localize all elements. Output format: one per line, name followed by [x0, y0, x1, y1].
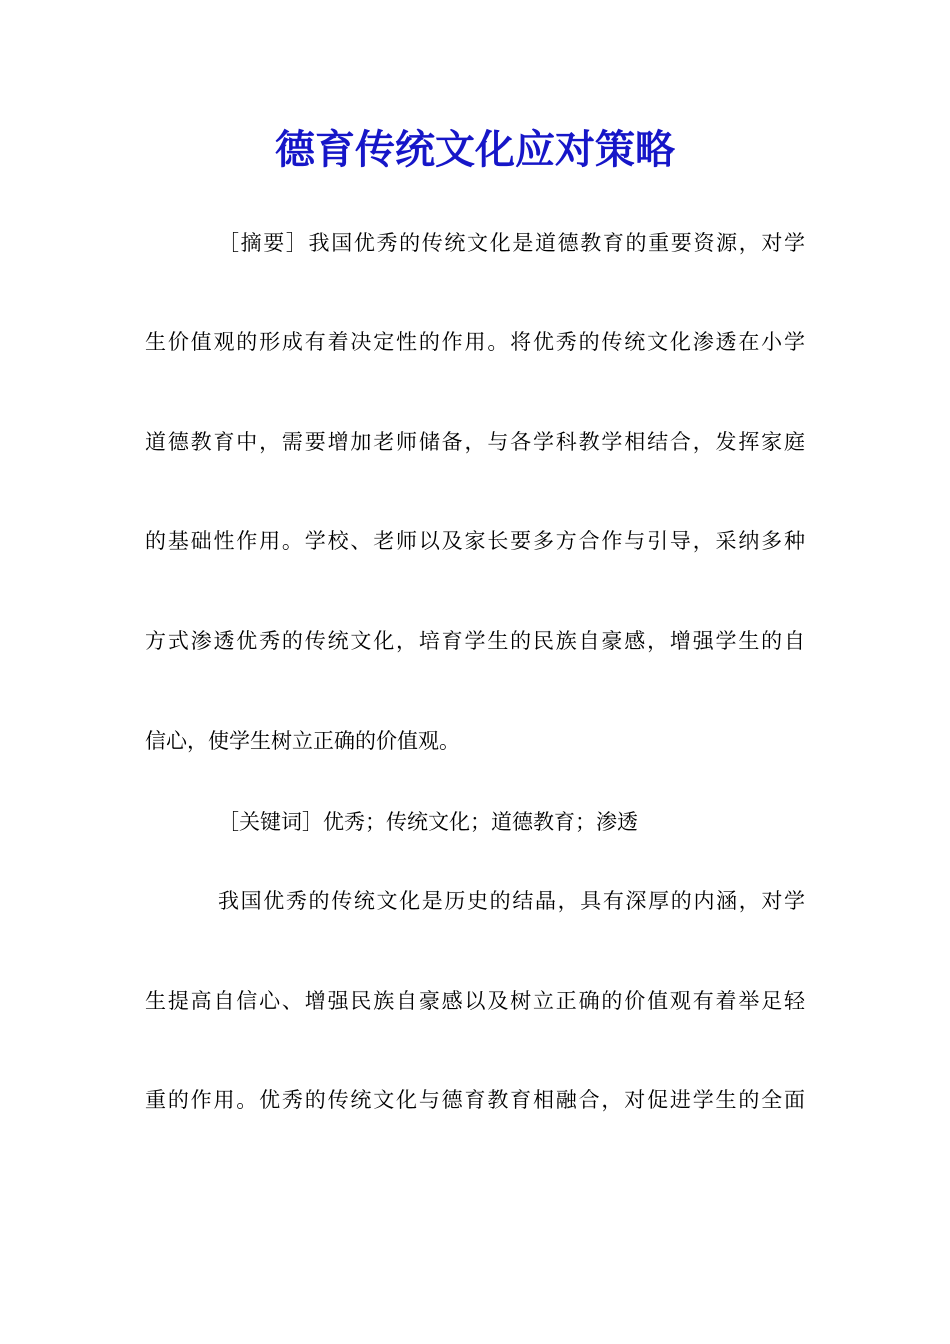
- body-line: 我国优秀的传统文化是历史的结晶，具有深厚的内涵，对学: [218, 889, 805, 913]
- abstract-line: 信心，使学生树立正确的价值观。: [145, 729, 460, 753]
- body-line: 生提高自信心、增强民族自豪感以及树立正确的价值观有着举足轻: [145, 989, 805, 1013]
- abstract-line: 生价值观的形成有着决定性的作用。将优秀的传统文化渗透在小学: [145, 330, 805, 354]
- abstract-line: 的基础性作用。学校、老师以及家长要多方合作与引导，采纳多种: [145, 529, 805, 553]
- document-title: 德育传统文化应对策略: [275, 126, 675, 173]
- abstract-line: ［摘要］我国优秀的传统文化是道德教育的重要资源，对学: [218, 231, 805, 255]
- keywords-line: ［关键词］优秀；传统文化；道德教育；渗透: [218, 810, 638, 834]
- abstract-line: 道德教育中，需要增加老师储备，与各学科教学相结合，发挥家庭: [145, 430, 805, 454]
- abstract-line: 方式渗透优秀的传统文化，培育学生的民族自豪感，增强学生的自: [145, 629, 805, 653]
- body-line: 重的作用。优秀的传统文化与德育教育相融合，对促进学生的全面: [145, 1088, 805, 1112]
